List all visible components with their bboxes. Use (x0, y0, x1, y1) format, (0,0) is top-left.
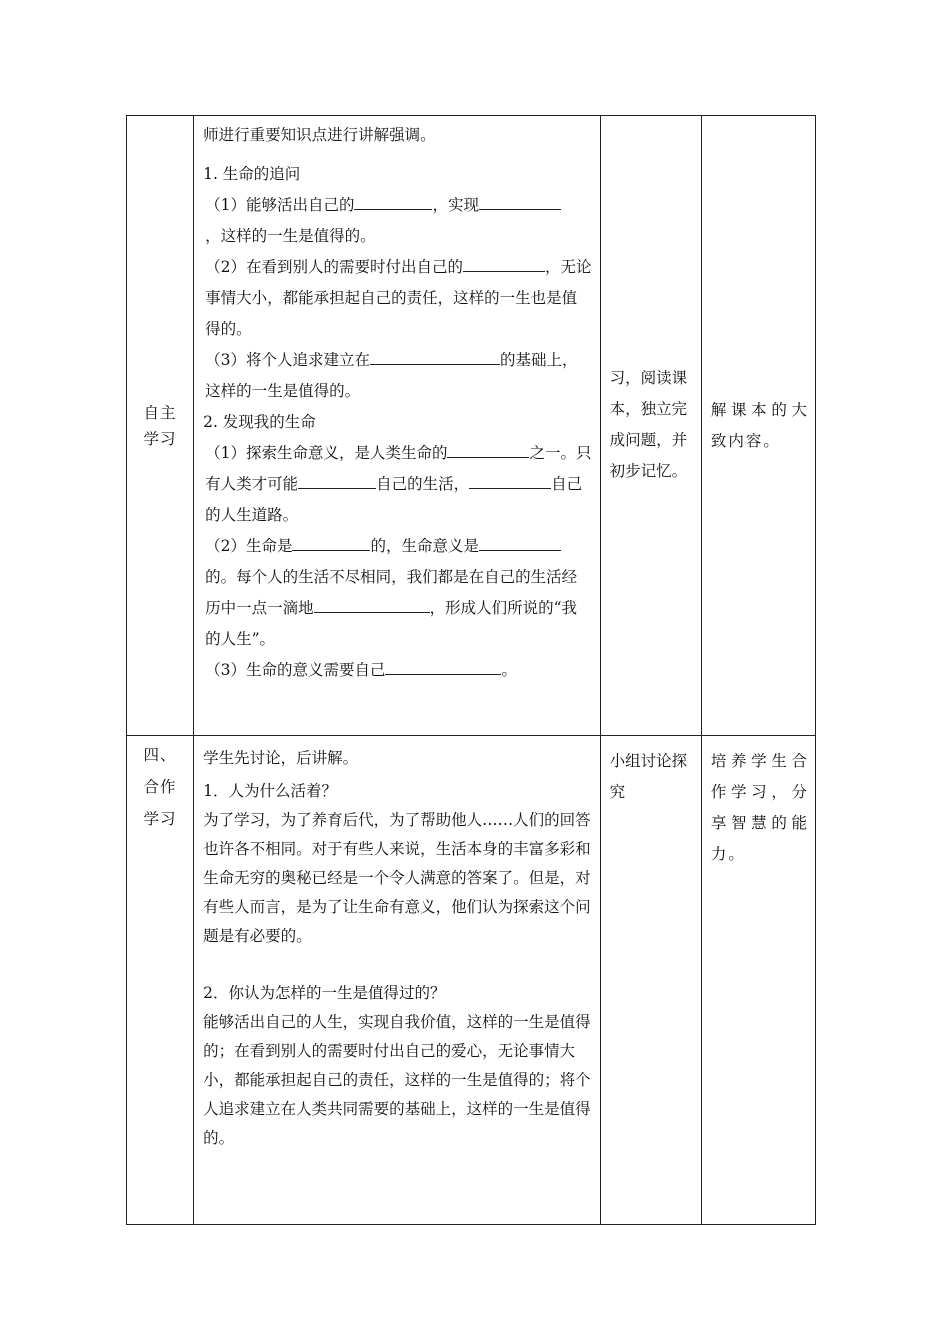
fill-item: （1）能够活出自己的 ，实现 ，这样的一生是值得的。 (203, 190, 592, 252)
intro-text: 师进行重要知识点进行讲解强调。 (203, 126, 436, 144)
fill-item: （2）在看到别人的需要时付出自己的 ，无论事情大小，都能承担起自己的责任，这样的一生也是值得的。 (203, 252, 592, 345)
fill-item: （2）生命是 的，生命意义是的。每个人的生活不尽相同，我们都是在自己的生活经历中一点一滴地 ，形成人们所说的“我的人生”。 (203, 531, 592, 655)
student-activity-cell (600, 736, 701, 1225)
answer-text: 能够活出自己的人生，实现自我价值，这样的一生是值得的；在看到别人的需要时付出自己的爱心，无论事情大小，都能承担起自己的责任，这样的一生是值得的；将个人追求建立在人类共同需要的基础上，这样的一生是值得的。 (203, 1013, 591, 1147)
answer-blank (385, 658, 501, 675)
answer-blank (479, 534, 561, 551)
table-row-cooperative-study (127, 736, 816, 1225)
answer-blank (370, 348, 500, 365)
student-activity-cell (600, 116, 701, 736)
stage-label-line: 学习 (143, 810, 177, 828)
fill-item: （3）将个人追求建立在 的基础上，这样的一生是值得的。 (203, 345, 592, 407)
table-row-self-study (127, 116, 816, 736)
stage-label-line: 自主 (143, 403, 177, 422)
fill-item: （3）生命的意义需要自己 。 (203, 655, 592, 686)
answer-blank (479, 193, 561, 210)
answer-blank (463, 255, 545, 272)
stage-label-line: 四、 (143, 746, 177, 764)
lesson-plan-table (126, 115, 816, 1225)
answer-blank (447, 441, 529, 458)
question-text: 1．人为什么活着？ (203, 782, 337, 800)
stage-cell (127, 736, 194, 1225)
design-purpose-text: 培养学生合作学习，分享智慧的能力。 (710, 752, 809, 863)
stage-label-line: 合作 (143, 778, 177, 796)
stage-label-line: 学习 (143, 429, 177, 448)
fill-item: （1）探索生命意义，是人类生命的 之一。只有人类才可能 自己的生活， 自己的人生道路。 (203, 438, 592, 531)
question-text: 2．你认为怎样的一生是值得过的？ (203, 984, 446, 1002)
section-title: 2. 发现我的生命 (203, 413, 316, 431)
design-purpose-cell (701, 736, 815, 1225)
answer-blank (469, 472, 551, 489)
intro-text: 学生先讨论，后讲解。 (203, 749, 359, 767)
design-purpose-text: 解课本的大致内容。 (710, 401, 809, 450)
design-purpose-cell (701, 116, 815, 736)
answer-blank (292, 534, 370, 551)
stage-cell (127, 116, 194, 736)
content-cell (194, 116, 601, 736)
content-cell (194, 736, 601, 1225)
answer-blank (314, 596, 430, 613)
student-activity-text: 小组讨论探究 (609, 752, 688, 801)
section-title: 1. 生命的追问 (203, 165, 301, 183)
student-activity-text: 习，阅读课本，独立完成问题，并初步记忆。 (609, 369, 688, 480)
answer-blank (354, 193, 432, 210)
answer-text: 为了学习，为了养育后代，为了帮助他人……人们的回答也许各不相同。对于有些人来说，生活本身的丰富多彩和生命无穷的奥秘已经是一个令人满意的答案了。但是，对有些人而言，是为了让生命有意义，他们认为探索这个问题是有必要的。 (203, 811, 591, 945)
answer-blank (298, 472, 376, 489)
